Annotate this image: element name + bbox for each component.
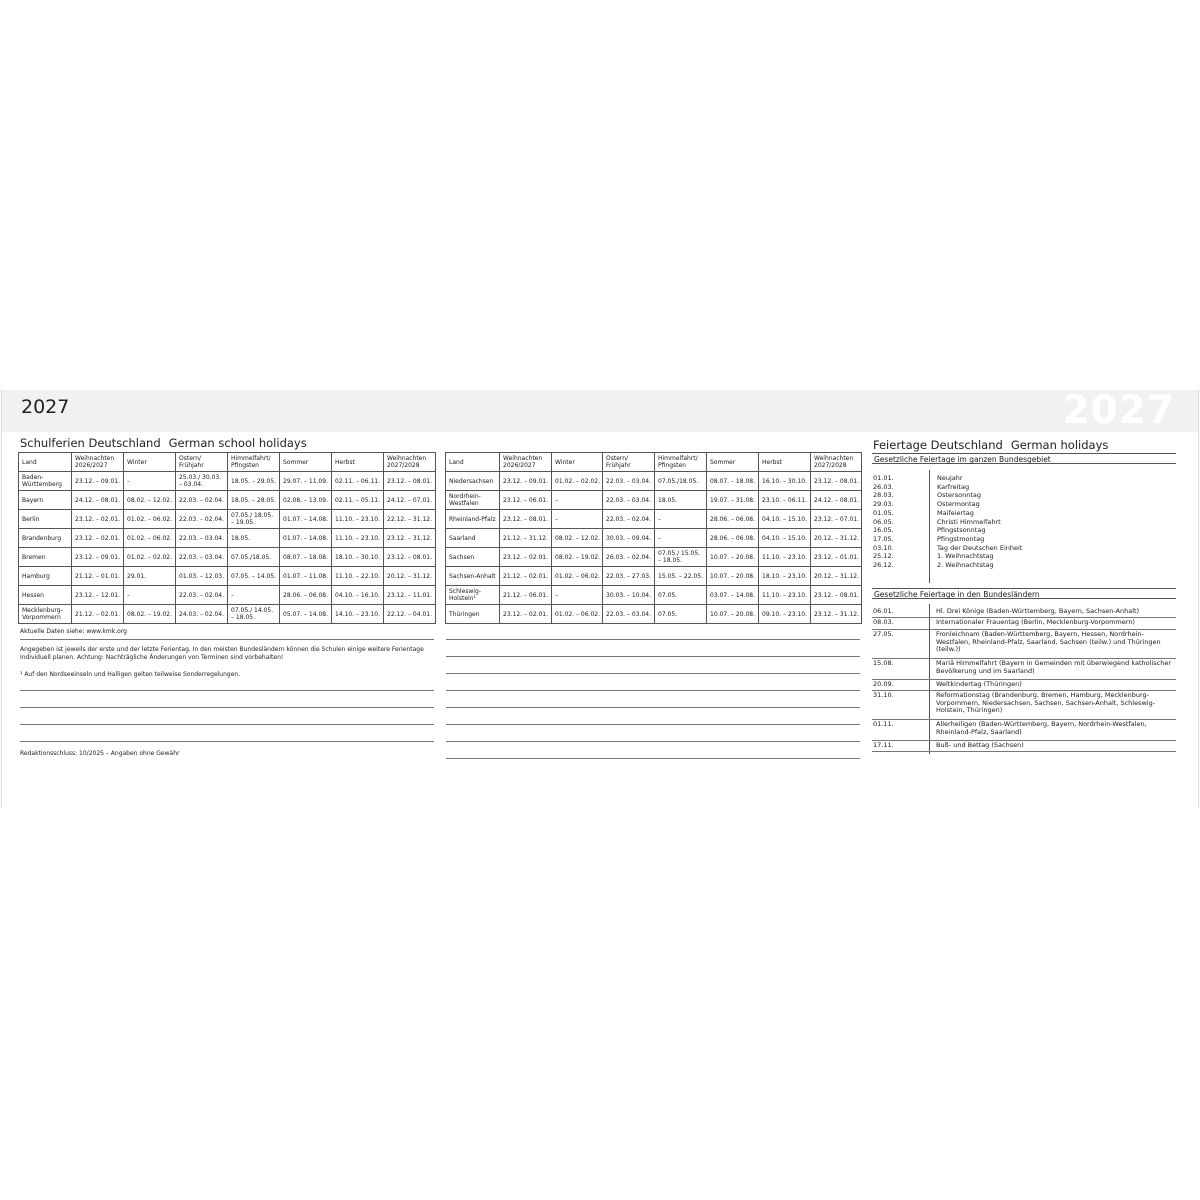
- col-header-land: Land: [446, 453, 500, 472]
- col-header-herbst: Herbst: [332, 453, 384, 472]
- holiday-name: Ostermontag: [937, 500, 980, 509]
- date-cell: 18.10. – 30.10.: [332, 548, 384, 567]
- col-header-himmelfahrt: Himmelfahrt/ Pfingsten: [655, 453, 707, 472]
- state-cell: Bayern: [19, 491, 72, 510]
- date-cell: 23.12. – 31.12.: [384, 529, 436, 548]
- date-cell: 23.12. – 02.01.: [72, 510, 124, 529]
- holiday-date: 17.11.: [873, 741, 894, 749]
- date-cell: 23.12. – 09.01.: [72, 472, 124, 491]
- holiday-name: Tag der Deutschen Einheit: [937, 543, 1023, 552]
- state-cell: Schleswig-Holstein¹: [446, 586, 500, 605]
- date-cell: 19.07. – 31.08.: [707, 491, 759, 510]
- date-cell: –: [124, 586, 176, 605]
- date-cell: 23.12. – 01.01.: [811, 548, 862, 567]
- table-row: [19, 491, 436, 510]
- holidays-title-de: Feiertage Deutschland: [873, 438, 1003, 452]
- holiday-date: 08.03.: [873, 618, 894, 626]
- date-cell: 01.02. – 06.02.: [124, 510, 176, 529]
- note-kmk: Aktuelle Daten siehe: www.kmk.org: [20, 628, 127, 635]
- holiday-date: 03.10.: [873, 543, 894, 552]
- holiday-item: [872, 741, 1176, 752]
- date-cell: 01.02. – 02.02.: [552, 472, 603, 491]
- date-cell: 02.11. – 05.11.: [332, 491, 384, 510]
- school-holidays-title: [20, 436, 307, 450]
- holiday-date: 29.03.: [873, 500, 894, 509]
- table-row: [446, 605, 862, 624]
- public-holidays-title: [873, 438, 1108, 452]
- holiday-name: 1. Weihnachtstag: [937, 552, 994, 561]
- date-cell: 04.10. – 15.10.: [759, 510, 811, 529]
- date-cell: 07.05./18.05.: [655, 472, 707, 491]
- date-cell: 07.05./ 15.05. – 18.05.: [655, 548, 707, 567]
- date-cell: 04.10. – 15.10.: [759, 529, 811, 548]
- date-cell: 01.02. – 06.02.: [552, 605, 603, 624]
- date-cell: 07.05.: [655, 605, 707, 624]
- table-row: [446, 567, 862, 586]
- date-cell: 11.10. – 23.10.: [332, 529, 384, 548]
- date-cell: 01.02. – 06.02.: [552, 567, 603, 586]
- date-cell: 11.10. – 23.10.: [332, 510, 384, 529]
- holiday-item: [872, 607, 1176, 618]
- date-cell: 21.12. – 31.12.: [500, 529, 552, 548]
- table-row: [19, 605, 436, 624]
- date-cell: 01.02. – 06.02.: [124, 529, 176, 548]
- divider: [20, 639, 434, 640]
- date-cell: 07.05.: [655, 586, 707, 605]
- state-cell: Mecklenburg-Vorpommern: [19, 605, 72, 624]
- holiday-item: [872, 720, 1176, 741]
- date-cell: 24.12. – 08.01.: [811, 491, 862, 510]
- date-cell: 16.10. – 30.10.: [759, 472, 811, 491]
- header-bar: [2, 390, 1198, 432]
- holiday-date: 31.10.: [873, 691, 894, 699]
- date-cell: 18.05.: [228, 529, 280, 548]
- table-row: [19, 567, 436, 586]
- writing-line: [20, 724, 434, 725]
- holiday-date: 20.09.: [873, 680, 894, 688]
- date-cell: 14.10. – 23.10.: [332, 605, 384, 624]
- date-cell: 08.02. – 19.02.: [552, 548, 603, 567]
- date-cell: 25.03./ 30.03. – 03.04.: [176, 472, 228, 491]
- col-header-land: Land: [19, 453, 72, 472]
- date-cell: 04.10. – 16.10.: [332, 586, 384, 605]
- table-row: [446, 491, 862, 510]
- date-cell: –: [655, 529, 707, 548]
- state-cell: Nordrhein-Westfalen: [446, 491, 500, 510]
- date-cell: 28.06. – 06.08.: [707, 529, 759, 548]
- date-cell: 23.12. – 02.01.: [500, 605, 552, 624]
- state-cell: Berlin: [19, 510, 72, 529]
- date-cell: 02.08. – 13.09.: [280, 491, 332, 510]
- holiday-date: 26.03.: [873, 482, 894, 491]
- state-cell: Baden-Württemberg: [19, 472, 72, 491]
- date-cell: 21.12. – 06.01.: [500, 586, 552, 605]
- writing-line: [20, 707, 434, 708]
- table-row: [446, 586, 862, 605]
- writing-line: [20, 690, 434, 691]
- date-cell: 23.12. – 08.01.: [811, 472, 862, 491]
- holiday-name: Reformationstag (Brandenburg, Bremen, Hamburg, Mecklenburg-Vorpommern, Niedersachsen, Sachsen, Sachsen-Anhalt, Schleswig-Holstein, Thüringen): [936, 691, 1156, 714]
- holiday-item: [872, 691, 1176, 720]
- holidays-title-en: German holidays: [1010, 438, 1109, 452]
- date-cell: 21.12. – 01.01.: [72, 567, 124, 586]
- date-cell: 22.12. – 04.01.: [384, 605, 436, 624]
- date-cell: 23.12. – 08.01.: [384, 472, 436, 491]
- holiday-name: Ostersonntag: [937, 491, 981, 500]
- date-cell: 23.12. – 08.01.: [384, 548, 436, 567]
- holiday-date: 16.05.: [873, 526, 894, 535]
- holiday-date: 01.01.: [873, 474, 894, 482]
- date-cell: –: [228, 586, 280, 605]
- national-holidays-header: Gesetzliche Feiertage im ganzen Bundesgebiet: [872, 453, 1176, 464]
- date-cell: 10.07. – 20.08.: [707, 548, 759, 567]
- holiday-name: Maifeiertag: [937, 508, 974, 517]
- date-cell: 22.03. – 02.04.: [603, 510, 655, 529]
- date-cell: 22.03. – 03.04.: [603, 472, 655, 491]
- holiday-name: 2. Weihnachtstag: [937, 561, 994, 569]
- state-cell: Sachsen-Anhalt: [446, 567, 500, 586]
- date-cell: 24.12. – 08.01.: [72, 491, 124, 510]
- date-cell: 01.02. – 02.02.: [124, 548, 176, 567]
- col-header-winter: Winter: [552, 453, 603, 472]
- date-cell: 26.03. – 02.04.: [603, 548, 655, 567]
- col-header-sommer: Sommer: [707, 453, 759, 472]
- date-cell: 23.12. – 09.01.: [500, 472, 552, 491]
- col-header-himmelfahrt: Himmelfahrt/ Pfingsten: [228, 453, 280, 472]
- date-cell: 08.02. – 19.02.: [124, 605, 176, 624]
- date-cell: 11.10. – 23.10.: [759, 548, 811, 567]
- date-cell: 30.03. – 10.04.: [603, 586, 655, 605]
- holiday-date: 28.03.: [873, 491, 894, 500]
- date-cell: 10.07. – 20.08.: [707, 567, 759, 586]
- date-cell: 29.01.: [124, 567, 176, 586]
- date-cell: 23.12. – 12.01.: [72, 586, 124, 605]
- date-cell: 20.12. – 31.12.: [811, 567, 862, 586]
- col-header-winter: Winter: [124, 453, 176, 472]
- table-row: [446, 472, 862, 491]
- date-cell: 22.03. – 03.04.: [176, 529, 228, 548]
- col-header-ostern: Ostern/ Frühjahr: [176, 453, 228, 472]
- writing-line: [446, 690, 860, 691]
- holiday-date: 06.05.: [873, 517, 894, 526]
- regional-holidays-header: Gesetzliche Feiertage in den Bundesländern: [872, 588, 1176, 599]
- col-header-weihnachten-2026: Weihnachten 2026/2027: [500, 453, 552, 472]
- holiday-date: 01.05.: [873, 508, 894, 517]
- date-cell: –: [655, 510, 707, 529]
- holiday-date: 17.05.: [873, 534, 894, 543]
- date-cell: 20.12. – 31.12.: [811, 529, 862, 548]
- holiday-date: 15.08.: [873, 659, 894, 667]
- date-cell: 23.12. – 08.01.: [500, 510, 552, 529]
- holiday-name: Karfreitag: [937, 482, 970, 491]
- holiday-item: [872, 659, 1176, 680]
- holiday-date: 27.05.: [873, 630, 894, 638]
- writing-line: [20, 741, 434, 742]
- date-cell: 22.03. – 02.04.: [176, 491, 228, 510]
- holiday-date: 01.11.: [873, 720, 894, 728]
- date-cell: 23.12. – 02.01.: [500, 548, 552, 567]
- holiday-date: 25.12.: [873, 552, 894, 561]
- date-cell: 30.03. – 09.04.: [603, 529, 655, 548]
- date-cell: –: [552, 510, 603, 529]
- table-row: [19, 529, 436, 548]
- holiday-name: Pfingstmontag: [937, 534, 985, 543]
- date-cell: 24.12. – 07.01.: [384, 491, 436, 510]
- school-holidays-table-left: [18, 452, 436, 624]
- writing-line: [446, 673, 860, 674]
- date-cell: 10.07. – 20.08.: [707, 605, 759, 624]
- state-cell: Brandenburg: [19, 529, 72, 548]
- date-cell: –: [552, 491, 603, 510]
- date-cell: 18.05. – 28.05.: [228, 491, 280, 510]
- state-cell: Bremen: [19, 548, 72, 567]
- writing-line: [446, 707, 860, 708]
- writing-line: [446, 724, 860, 725]
- writing-line: [446, 639, 860, 640]
- date-cell: 18.05.: [655, 491, 707, 510]
- date-cell: 23.12. – 07.01.: [811, 510, 862, 529]
- table-row: [19, 548, 436, 567]
- date-cell: 08.07. – 18.08.: [280, 548, 332, 567]
- date-cell: 22.12. – 31.12.: [384, 510, 436, 529]
- date-cell: 07.05./ 18.05. – 19.05.: [228, 510, 280, 529]
- date-cell: 15.05. – 22.05.: [655, 567, 707, 586]
- date-cell: 18.10. – 23.10.: [759, 567, 811, 586]
- holiday-name: Allerheiligen (Baden-Württemberg, Bayern, Nordrhein-Westfalen, Rheinland-Pfalz, Saarland): [936, 720, 1147, 736]
- holiday-date: 26.12.: [873, 561, 894, 569]
- col-header-herbst: Herbst: [759, 453, 811, 472]
- date-cell: 01.03. – 12.03.: [176, 567, 228, 586]
- holiday-name: Christi Himmelfahrt: [937, 517, 1001, 526]
- state-cell: Thüringen: [446, 605, 500, 624]
- date-cell: 03.07. – 14.08.: [707, 586, 759, 605]
- date-cell: 09.10. – 23.10.: [759, 605, 811, 624]
- col-header-weihnachten-2027: Weihnachten 2027/2028: [384, 453, 436, 472]
- date-cell: 18.05. – 29.05.: [228, 472, 280, 491]
- date-cell: 28.06. – 06.08.: [707, 510, 759, 529]
- col-header-weihnachten-2026: Weihnachten 2026/2027: [72, 453, 124, 472]
- date-cell: 22.03. – 03.04.: [603, 491, 655, 510]
- col-header-weihnachten-2027: Weihnachten 2027/2028: [811, 453, 862, 472]
- date-cell: 22.03. – 02.04.: [176, 586, 228, 605]
- date-cell: 11.10. – 22.10.: [332, 567, 384, 586]
- date-cell: 28.06. – 06.08.: [280, 586, 332, 605]
- holiday-item: [872, 680, 1176, 691]
- date-cell: 23.12. – 09.01.: [72, 548, 124, 567]
- writing-line: [446, 656, 860, 657]
- date-cell: 08.07. – 18.08.: [707, 472, 759, 491]
- date-cell: 23.10. – 06.11.: [759, 491, 811, 510]
- col-header-sommer: Sommer: [280, 453, 332, 472]
- table-row: [446, 548, 862, 567]
- date-cell: 29.07. – 11.09.: [280, 472, 332, 491]
- col-header-ostern: Ostern/ Frühjahr: [603, 453, 655, 472]
- date-cell: 20.12. – 31.12.: [384, 567, 436, 586]
- state-cell: Saarland: [446, 529, 500, 548]
- holiday-name: Hl. Drei Könige (Baden-Württemberg, Bayern, Sachsen-Anhalt): [936, 607, 1140, 615]
- date-cell: 23.12. – 08.01.: [811, 586, 862, 605]
- state-cell: Niedersachsen: [446, 472, 500, 491]
- holiday-date: 06.01.: [873, 607, 894, 615]
- school-title-de: Schulferien Deutschland: [20, 436, 161, 450]
- holiday-item: [872, 618, 1176, 630]
- date-cell: 24.03. – 02.04.: [176, 605, 228, 624]
- date-cell: 01.07. – 11.08.: [280, 567, 332, 586]
- note-redaktion: Redaktionsschluss: 10/2025 – Angaben ohne Gewähr: [20, 750, 180, 757]
- date-cell: 01.07. – 14.08.: [280, 529, 332, 548]
- date-cell: 05.07. – 14.08.: [280, 605, 332, 624]
- holiday-name: Pfingstsonntag: [937, 526, 986, 535]
- school-title-en: German school holidays: [168, 436, 307, 450]
- state-cell: Hessen: [19, 586, 72, 605]
- table-header-row: [446, 453, 862, 472]
- holiday-name: Fronleichnam (Baden-Württemberg, Bayern, Hessen, Nordrhein-Westfalen, Rheinland-Pfalz, Saarland, Sachsen (teilw.) und Thüringen (teilw.)): [936, 630, 1161, 653]
- table-row: [19, 510, 436, 529]
- date-cell: 08.02. – 12.02.: [124, 491, 176, 510]
- school-holidays-table-right: [445, 452, 862, 624]
- date-cell: 22.03. – 02.04.: [176, 510, 228, 529]
- date-cell: 07.05./ 14.05. – 18.05.: [228, 605, 280, 624]
- date-cell: 22.03. – 03.04.: [176, 548, 228, 567]
- state-cell: Hamburg: [19, 567, 72, 586]
- date-cell: 08.02. – 12.02.: [552, 529, 603, 548]
- holiday-name: Neujahr: [937, 474, 963, 482]
- date-cell: 21.12. – 02.01.: [500, 567, 552, 586]
- date-cell: 02.11. – 06.11.: [332, 472, 384, 491]
- year-label: 2027: [21, 396, 70, 418]
- date-cell: –: [552, 586, 603, 605]
- state-cell: Rheinland-Pfalz: [446, 510, 500, 529]
- writing-line: [446, 741, 860, 742]
- date-cell: 23.12. – 31.12.: [811, 605, 862, 624]
- table-row: [446, 529, 862, 548]
- table-header-row: [19, 453, 436, 472]
- date-cell: 23.12. – 11.01.: [384, 586, 436, 605]
- date-cell: –: [124, 472, 176, 491]
- table-row: [19, 586, 436, 605]
- holiday-name: Buß- und Bettag (Sachsen): [936, 741, 1024, 749]
- date-cell: 07.05./18.05.: [228, 548, 280, 567]
- note-footnote: ¹ Auf den Nordseeinseln und Halligen gelten teilweise Sonderregelungen.: [20, 671, 241, 678]
- holiday-item: [872, 630, 1176, 659]
- date-cell: 11.10. – 23.10.: [759, 586, 811, 605]
- holiday-name: Internationaler Frauentag (Berlin, Mecklenburg-Vorpommern): [936, 618, 1135, 626]
- note-info: Angegeben ist jeweils der erste und der letzte Ferientag. In den meisten Bundesländern können die Schulen einige weitere Ferientage individuell planen. Achtung: Nachträgliche Änderungen von Terminen sind vorbehalten!: [20, 646, 424, 661]
- date-cell: 21.12. – 02.01.: [72, 605, 124, 624]
- date-cell: 22.03. – 03.04.: [603, 605, 655, 624]
- date-cell: 22.03. – 27.03.: [603, 567, 655, 586]
- date-cell: 23.12. – 06.01.: [500, 491, 552, 510]
- table-row: [19, 472, 436, 491]
- year-watermark: 2027: [1062, 388, 1175, 433]
- state-cell: Sachsen: [446, 548, 500, 567]
- holiday-name: Mariä Himmelfahrt (Bayern in Gemeinden mit überwiegend katholischer Bevölkerung und im Saarland): [936, 659, 1171, 675]
- date-cell: 07.05. – 14.05.: [228, 567, 280, 586]
- date-column-line: [929, 470, 930, 583]
- date-cell: 01.07. – 14.08.: [280, 510, 332, 529]
- writing-line: [446, 758, 860, 759]
- date-cell: 23.12. – 02.01.: [72, 529, 124, 548]
- table-row: [446, 510, 862, 529]
- holiday-name: Weltkindertag (Thüringen): [936, 680, 1022, 688]
